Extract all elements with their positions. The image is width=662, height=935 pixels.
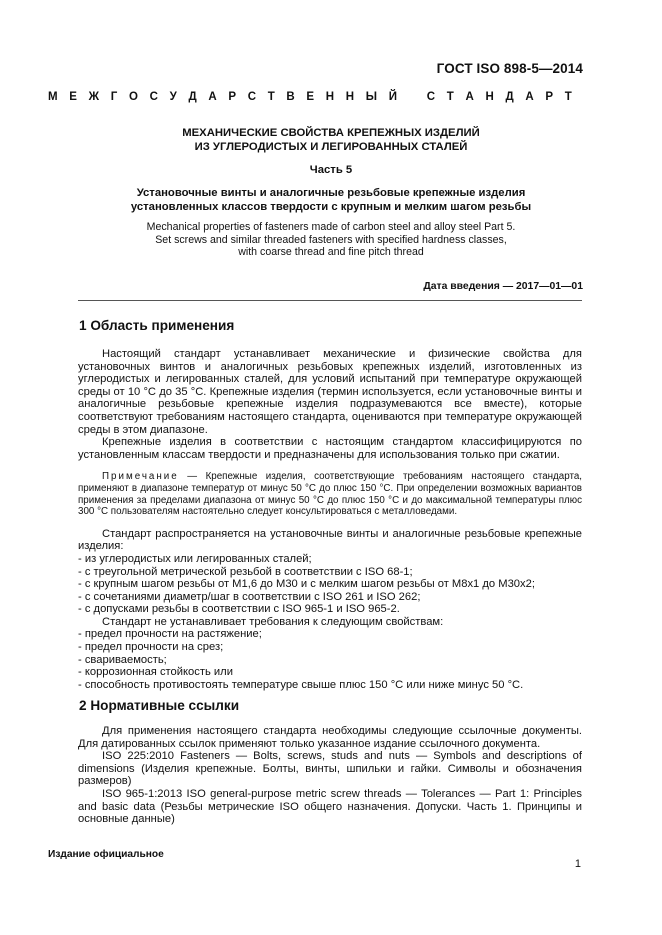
section-2-body [78,725,582,826]
label-letter [409,91,415,103]
label-letter: А [525,91,534,103]
title-line-1: МЕХАНИЧЕСКИЕ СВОЙСТВА КРЕПЕЖНЫХ ИЗДЕЛИЙ [182,127,480,139]
label-letter: Е [69,91,77,103]
english-title-line-3: with coarse thread and fine pitch thread [238,246,424,259]
list-item: - с крупным шагом резьбы от М1,6 до М30 и с мелким шагом резьбы от М8х1 до М30х2; [78,578,535,591]
page-number: 1 [574,858,581,870]
label-letter: Т [267,91,275,103]
title-line-2: ИЗ УГЛЕРОДИСТЫХ И ЛЕГИРОВАННЫХ СТАЛЕЙ [194,141,468,153]
label-letter: А [208,91,217,103]
english-title [80,221,582,259]
label-letter: Н [485,91,494,103]
note [78,471,582,517]
note-text: — Крепежные изделия, соответствующие требованиям настоящего стандарта, применяют в диапазоне температур от минус 50 °С до плюс 150 °С. При определении возможных вариантов применения за пределами диапазона от минус 50 °С до плюс 150 °С и до максимальной температуры плюс 300 °С пользователям настоятельно следует консультироваться с металловедами. [78,471,582,518]
label-letter: Е [306,91,315,103]
label-letter: С [247,91,256,103]
list-item: - предел прочности на растяжение; [78,628,262,641]
list-item: - с допусками резьбы в соответствии с ISO 965-1 и ISO 965-2. [78,603,400,616]
label-letter: С [426,91,436,103]
introduction-date: Дата введения — 2017—01—01 [423,281,583,292]
list-item: - с сочетаниями диаметр/шаг в соответствии с ISO 261 и ISO 262; [78,590,421,603]
list-item: - предел прочности на срез; [78,641,224,654]
document-subtitle [80,186,582,214]
document-title [80,126,582,154]
subtitle-line-2: установленных классов твердости с крупным и мелким шагом резьбы [130,201,532,213]
interstate-standard-label [48,91,572,103]
note-label: Примечание [102,471,179,483]
label-letter: Й [388,91,397,103]
label-letter: Ы [365,91,378,103]
divider [78,300,582,301]
label-letter: Д [188,91,197,103]
section-1-body [78,348,582,691]
paragraph: Стандарт не устанавливает требования к следующим свойствам: [102,615,444,628]
list-item: - способность противостоять температуре свыше плюс 150 °С или ниже минус 50 °С. [78,678,524,691]
section-2-heading: 2 Нормативные ссылки [79,698,240,713]
label-letter: Д [505,91,514,103]
list-item: - с треугольной метрической резьбой в соответствии с ISO 68-1; [78,565,413,578]
label-letter: Т [564,91,572,103]
label-letter: Н [345,91,355,103]
standard-number: ГОСТ ISO 898-5—2014 [436,61,583,76]
paragraph: Настоящий стандарт устанавливает механические и физические свойства для установочных винтов и аналогичных резьбовых крепежных изделий, изготовленных из углеродистых и легированных сталей, для условий испытаний при температуре окружающей среды от 10 °С до 35 °С. Крепежные изделия (термин используется, если установочные винты и аналогичные резьбовые крепежные изделия подразумеваются все вместе), которые соответствуют требованиям настоящего стандарта, оцениваются при температуре окружающей среды в этом диапазоне. [78,348,582,436]
label-letter: С [149,91,158,103]
section-1-heading: 1 Область применения [79,318,235,333]
list-item: - свариваемость; [78,653,167,666]
part-label: Часть 5 [309,164,353,176]
paragraph: Для применения настоящего стандарта необходимы следующие ссылочные документы. Для датированных ссылок применяют только указанное издание ссылочного документа. [78,725,582,750]
label-letter: М [48,91,58,103]
reference-iso-225: ISO 225:2010 Fasteners — Bolts, screws, studs and nuts — Symbols and descriptions of dimensions (Изделия крепежные. Болты, винты, шпильки и гайки. Символы и обозначения размеров) [78,750,582,788]
label-letter: Г [110,91,118,103]
list-item: - коррозионная стойкость или [78,666,233,679]
label-letter: Ж [88,91,100,103]
label-letter: Н [325,91,335,103]
edition-label: Издание официальное [48,849,164,860]
material-list [78,553,582,616]
label-letter: В [286,91,295,103]
label-letter: У [169,91,177,103]
subtitle-line-1: Установочные винты и аналогичные резьбовые крепежные изделия [136,187,526,199]
reference-iso-965-1: ISO 965-1:2013 ISO general-purpose metric screw threads — Tolerances — Part 1: Principles and basic data (Резьбы метрические ISO общего назначения. Допуски. Часть 1. Принципы и основные данные) [78,787,582,826]
list-item: - из углеродистых или легированных сталей; [78,552,312,565]
label-letter: А [465,91,474,103]
label-letter: О [128,91,138,103]
english-title-line-2: Set screws and similar threaded fasteners with specified hardness classes, [155,233,507,246]
english-title-line-1: Mechanical properties of fasteners made of carbon steel and alloy steel Part 5. [146,221,516,233]
paragraph: Крепежные изделия в соответствии с настоящим стандартом классифицируются по установленным классам твердости и предназначены для использования только при сжатии. [78,436,582,461]
paragraph: Стандарт распространяется на установочные винты и аналогичные резьбовые крепежные изделия: [78,527,582,553]
label-letter: Р [228,91,236,103]
label-letter: Р [545,91,554,103]
excluded-properties-list [78,628,582,691]
label-letter: Т [446,91,454,103]
